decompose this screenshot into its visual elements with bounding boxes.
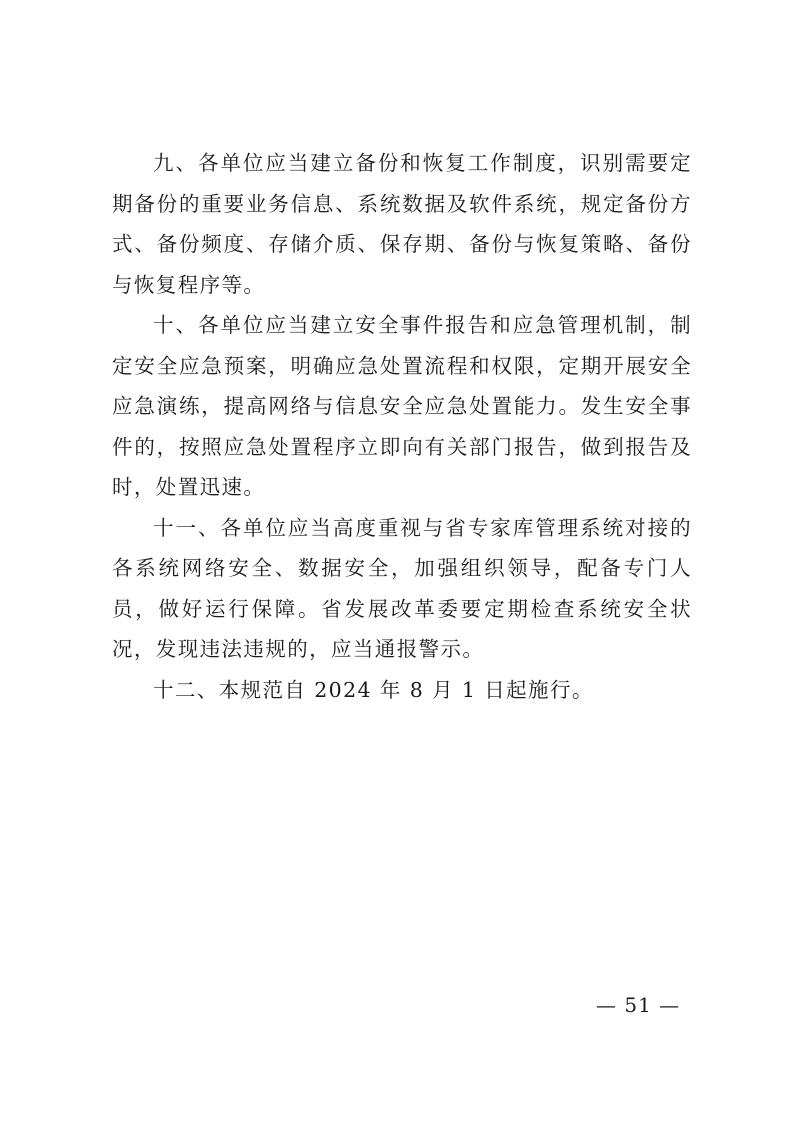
paragraph-article-12: 十二、本规范自 2024 年 8 月 1 日起施行。 [153, 677, 594, 702]
paragraph-article-11: 十一、各单位应当高度重视与省专家库管理系统对接的各系统网络安全、数据安全，加强组织领导，配备专门人员，做好运行保障。省发展改革委要定期检查系统安全状况，发现违法违规的，应当通报警示。 [112, 515, 692, 661]
document-body [112, 143, 692, 710]
page-number: — 51 — [596, 993, 681, 1017]
paragraph-article-10: 十、各单位应当建立安全事件报告和应急管理机制，制定安全应急预案，明确应急处置流程和权限，定期开展安全应急演练，提高网络与信息安全应急处置能力。发生安全事件的，按照应急处置程序立即向有关部门报告，做到报告及时，处置迅速。 [112, 313, 692, 499]
paragraph-article-9: 九、各单位应当建立备份和恢复工作制度，识别需要定期备份的重要业务信息、系统数据及软件系统，规定备份方式、备份频度、存储介质、保存期、备份与恢复策略、备份与恢复程序等。 [112, 151, 692, 297]
